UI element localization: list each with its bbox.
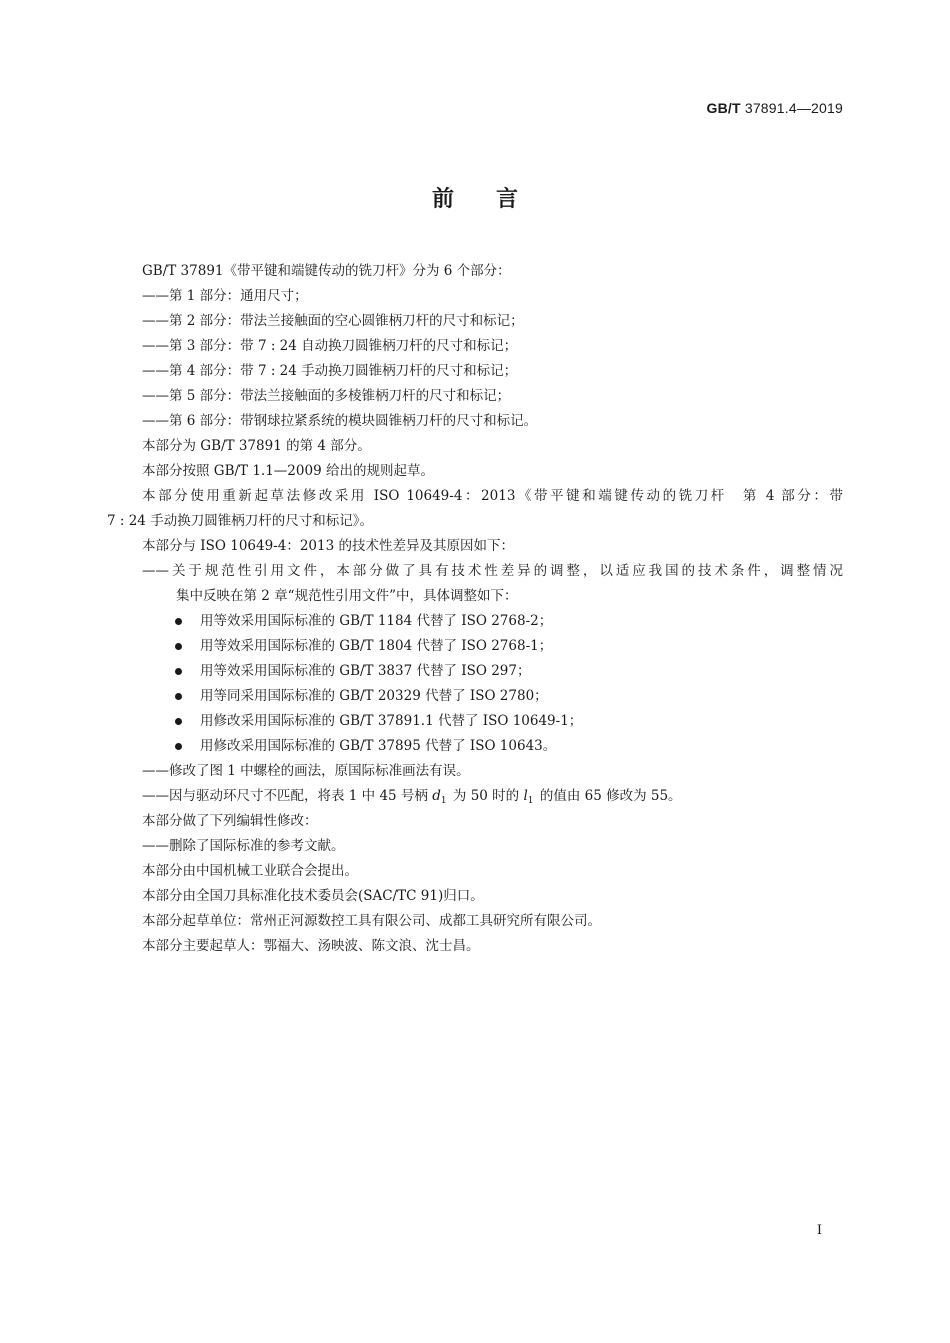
standard-code-prefix: GB/T [706,100,741,116]
reference-change-line2: 集中反映在第 2 章“规范性引用文件”中，具体调整如下： [176,588,518,604]
bullet-icon [175,668,182,675]
symbol-l: l [523,788,528,804]
table-change-text: 为 50 时的 [448,788,524,804]
symbol-d: d [432,788,441,804]
managed-by: 本部分由全国刀具标准化技术委员会(SAC/TC 91)归口。 [142,888,484,904]
part-statement: 本部分为 GB/T 37891 的第 4 部分。 [142,438,371,454]
reference-change-line1: ——关于规范性引用文件，本部分做了具有技术性差异的调整，以适应我国的技术条件，调整情况 [142,563,843,579]
replacement-text: 用等同采用国际标准的 GB/T 20329 代替了 ISO 2780； [200,688,548,704]
foreword-body [107,259,843,959]
bullet-icon [175,693,182,700]
bullet-icon [175,743,182,750]
replacement-list-item [107,609,843,634]
table-change-text: 的值由 65 修改为 55。 [535,788,682,804]
bullet-icon [175,718,182,725]
differences-intro: 本部分与 ISO 10649-4：2013 的技术性差异及其原因如下： [142,538,514,554]
part-list-item: ——第 3 部分：带 7 : 24 自动换刀圆锥柄刀杆的尺寸和标记； [142,338,518,354]
part-list-item: ——第 1 部分：通用尺寸； [142,288,308,304]
editorial-change: ——删除了国际标准的参考文献。 [142,838,345,854]
part-list-item: ——第 4 部分：带 7 : 24 手动换刀圆锥柄刀杆的尺寸和标记； [142,363,518,379]
replacement-text: 用修改采用国际标准的 GB/T 37895 代替了 ISO 10643。 [200,738,557,754]
replacement-text: 用等效采用国际标准的 GB/T 3837 代替了 ISO 297； [200,663,531,679]
part-list-item: ——第 6 部分：带钢球拉紧系统的模块圆锥柄刀杆的尺寸和标记。 [142,413,538,429]
table-change-text: ——因与驱动环尺寸不匹配，将表 1 中 45 号柄 [142,788,433,804]
replacement-list-item [107,634,843,659]
part-list-item: ——第 5 部分：带法兰接触面的多棱锥柄刀杆的尺寸和标记； [142,388,511,404]
intro-paragraph: GB/T 37891《带平键和端键传动的铣刀杆》分为 6 个部分： [142,263,511,279]
replacement-list-item [107,734,843,759]
symbol-d-subscript: 1 [440,796,447,806]
standard-number [707,100,844,116]
adoption-statement-line1: 本部分使用重新起草法修改采用 ISO 10649-4：2013《带平键和端键传动的铣刀杆 第 4 部分：带 [142,488,843,504]
drafting-rule: 本部分按照 GB/T 1.1—2009 给出的规则起草。 [142,463,434,479]
bullet-icon [175,618,182,625]
replacement-text: 用等效采用国际标准的 GB/T 1184 代替了 ISO 2768-2； [200,613,553,629]
table-change [107,784,843,809]
replacement-list-item [107,709,843,734]
standard-code-number: 37891.4—2019 [740,100,843,116]
drafters: 本部分主要起草人：鄂福大、汤映波、陈文浪、沈士昌。 [142,938,480,954]
replacement-list-item [107,659,843,684]
replacement-text: 用等效采用国际标准的 GB/T 1804 代替了 ISO 2768-1； [200,638,553,654]
replacement-text: 用修改采用国际标准的 GB/T 37891.1 代替了 ISO 10649-1； [200,713,583,729]
page-number: I [816,1223,822,1238]
part-list-item: ——第 2 部分：带法兰接触面的空心圆锥柄刀杆的尺寸和标记； [142,313,524,329]
replacement-list-item [107,684,843,709]
figure-change: ——修改了图 1 中螺栓的画法，原国际标准画法有误。 [142,763,470,779]
proposed-by: 本部分由中国机械工业联合会提出。 [142,863,358,879]
bullet-icon [175,643,182,650]
page-title: 前言 [431,187,560,212]
drafting-units: 本部分起草单位：常州正河源数控工具有限公司、成都工具研究所有限公司。 [142,913,601,929]
symbol-l-subscript: 1 [527,796,534,806]
adoption-statement-line2: 7 : 24 手动换刀圆锥柄刀杆的尺寸和标记》。 [107,513,373,529]
editorial-intro: 本部分做了下列编辑性修改： [142,813,318,829]
